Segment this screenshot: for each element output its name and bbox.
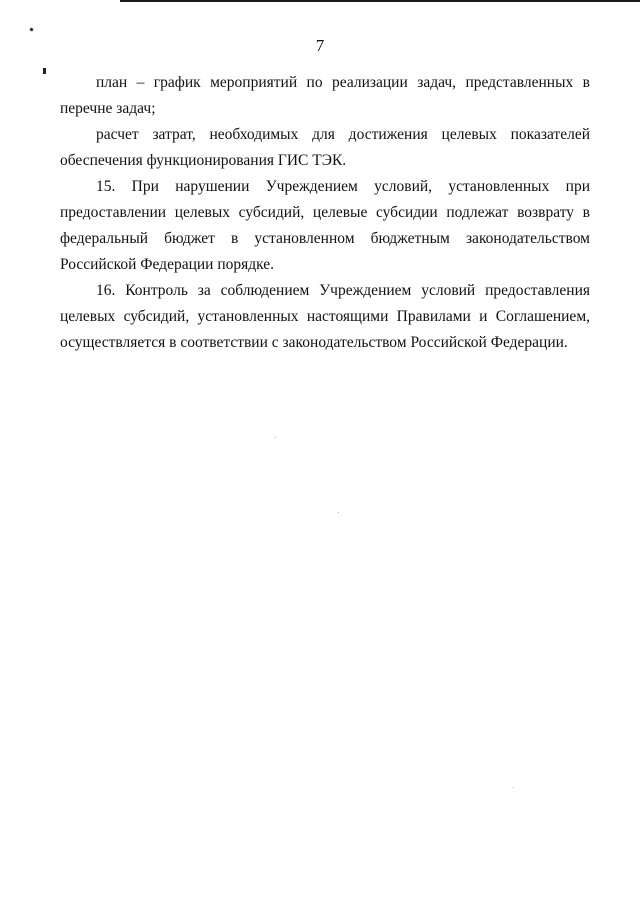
paragraph-15-subsidy-return: 15. При нарушении Учреждением условий, установленных при предоставлении целевых субсидий, целевые субсидии подлежат возврату в федеральный бюджет в установленном бюджетным законодательством Российской Федерации порядке. (60, 178, 590, 273)
scan-speck (29, 27, 33, 31)
paragraph-cost-calculation: расчет затрат, необходимых для достижения целевых показателей обеспечения функционирования ГИС ТЭК. (60, 126, 590, 169)
paragraph-16-compliance-control: 16. Контроль за соблюдением Учреждением условий предоставления целевых субсидий, установленных настоящими Правилами и Соглашением, осуществляется в соответствии с законодательством Российской Федерации. (60, 282, 590, 351)
document-body (60, 70, 590, 356)
scan-edge-line (120, 0, 640, 2)
scan-dot (338, 512, 339, 513)
page-number: 7 (315, 36, 325, 55)
scan-speck (43, 68, 46, 74)
paragraph-plan-schedule: план – график мероприятий по реализации задач, представленных в перечне задач; (60, 74, 590, 117)
scan-dot (513, 787, 514, 788)
scan-dot (275, 437, 276, 438)
